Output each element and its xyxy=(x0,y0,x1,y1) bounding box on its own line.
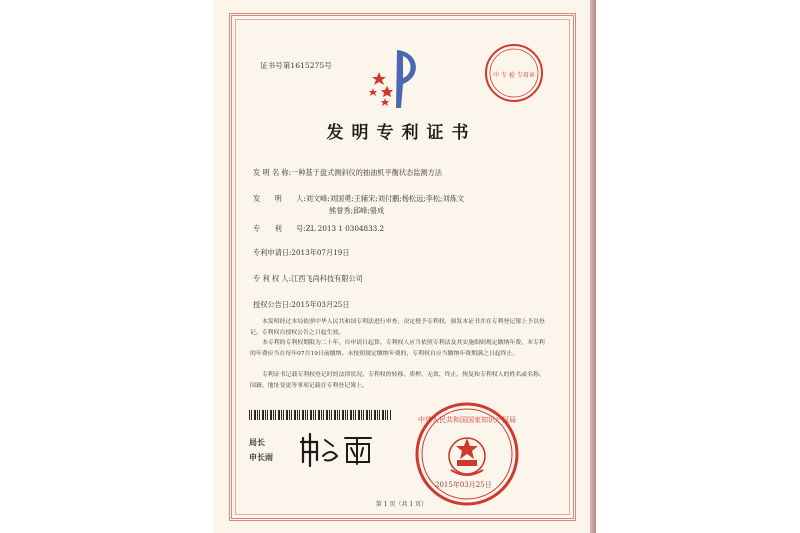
director-title: 局长 xyxy=(249,437,265,447)
filing-date-label: 专利申请日: xyxy=(253,248,292,257)
certificate-number: 证书号第1615275号 xyxy=(260,61,332,70)
inspection-seal xyxy=(481,40,547,106)
svg-text:中华人民共和国国家知识产权局: 中华人民共和国国家知识产权局 xyxy=(418,416,516,424)
grant-date-row xyxy=(253,300,350,310)
patent-number: ZL 2013 1 0304833.2 xyxy=(305,224,385,233)
patentee-label: 专 利 权 人: xyxy=(253,274,292,283)
patentee: 江西飞尚科技有限公司 xyxy=(291,274,363,283)
invention-name-row xyxy=(253,168,442,178)
paragraph-1: 本发明经过本局依照中华人民共和国专利法进行审查，决定授予专利权，颁发本证书并在专利登记簿上予以登记。专利权自授权公告之日起生效。 xyxy=(250,319,545,336)
invention-name-label: 发 明 名 称: xyxy=(253,168,292,177)
inventors-line-2: 熊誉秀;邱峰;骆成 xyxy=(329,206,385,215)
inventors-line-1: 刘文峰;刘国勇;王辅宋;刘付鹏;杨松远;李松;刘炼文 xyxy=(305,194,465,203)
patent-office-logo xyxy=(363,46,443,112)
seal-date: 2015年03月25日 xyxy=(435,481,492,489)
national-ipa-seal xyxy=(411,398,523,510)
inventors-row xyxy=(253,194,464,204)
svg-text:中 专 检 专用章: 中 专 检 专用章 xyxy=(493,72,535,79)
page-footer: 第 1 页（共 1 页） xyxy=(375,501,428,508)
certificate-edge xyxy=(590,0,596,533)
filing-date: 2013年07月19日 xyxy=(291,248,350,257)
director-name: 申长雨 xyxy=(249,452,273,462)
patent-number-label: 专 利 号: xyxy=(253,224,306,233)
grant-date: 2015年03月25日 xyxy=(291,300,350,309)
patent-number-row xyxy=(253,224,384,234)
inventors-label: 发 明 人: xyxy=(253,194,306,203)
patent-certificate xyxy=(213,0,590,533)
paragraph-2: 本专利的专利权期限为二十年，自申请日起算。专利权人应当依照专利法及其实施细则规定缴纳年费。本专利的年费应当在每年07月19日前缴纳。未按照规定缴纳年费的，专利权自应当缴纳年费期满之日起终止。 xyxy=(250,340,545,357)
director-signature xyxy=(297,430,377,470)
grant-date-label: 授权公告日: xyxy=(253,300,292,309)
invention-name: 一种基于盘式测斜仪的抽油机平衡状态监测方法 xyxy=(291,168,442,177)
certificate-title: 发明专利证书 xyxy=(326,123,477,143)
filing-date-row xyxy=(253,248,350,258)
patentee-row xyxy=(253,274,363,284)
barcode xyxy=(249,410,391,420)
paragraph-3: 专利证书记载专利权登记时的法律状况。专利权的转移、质押、无效、终止、恢复和专利权人的姓名或名称、国籍、地址变更等事项记载在专利登记簿上。 xyxy=(250,372,545,389)
